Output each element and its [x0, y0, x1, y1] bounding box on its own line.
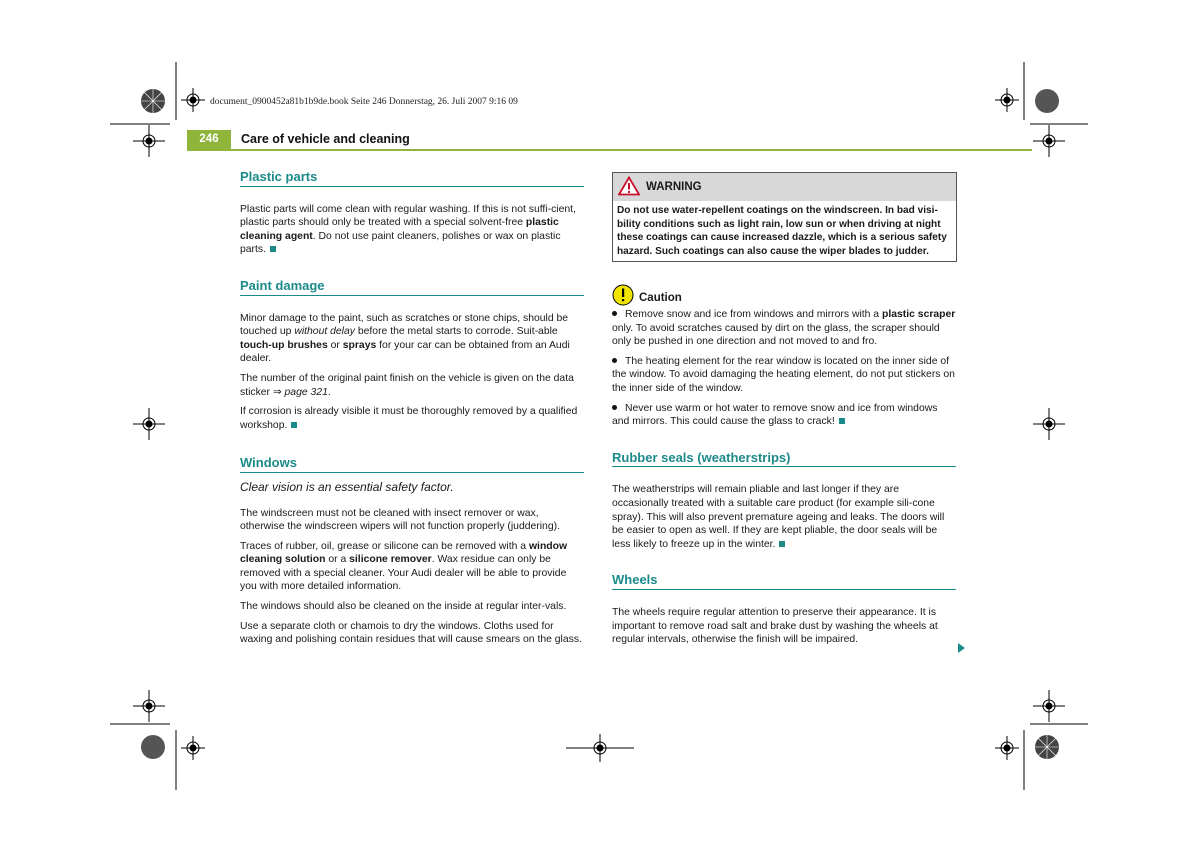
windows-paragraph-2: Traces of rubber, oil, grease or silicone can be removed with a window cleaning solution or a silicone remover. Wax residue can only be removed with a special cleaner. Your Audi dealer will be able to provide you with more detailed information. — [240, 540, 568, 593]
wheels-paragraph: The wheels require regular attention to preserve their appearance. It is important to remove road salt and brake dust by washing the wheels at regular intervals, otherwise the finish will be impaired. — [612, 606, 938, 646]
caution-title: Caution — [639, 292, 682, 304]
bullet — [612, 405, 617, 410]
paint-paragraph-3: If corrosion is already visible it must be thoroughly removed by a qualified workshop. — [240, 406, 578, 431]
windows-paragraph-4: Use a separate cloth or chamois to dry the windows. Cloths used for waxing and polishing contain residues that will cause smears on the glass. — [240, 620, 582, 646]
plastic-paragraph: Plastic parts will come clean with regular washing. If this is not suffi-cient, plastic parts should only be treated with a special solvent-free plastic cleaning agent. Do not use paint cleaners, polishes or wax on plastic parts. — [240, 203, 576, 256]
caution-bullet-3: Never use warm or hot water to remove snow and ice from windows and mirrors. This could cause the glass to crack! — [612, 402, 938, 428]
warning-box — [612, 172, 957, 262]
windows-paragraph-1: The windscreen must not be cleaned with insect remover or wax, otherwise the windscreen wipers will not function properly (juddering). — [240, 507, 560, 533]
bullet — [612, 358, 617, 363]
paint-paragraph-1: Minor damage to the paint, such as scratches or stone chips, should be touched up without delay before the metal starts to corrode. Suit-able touch-up brushes or sprays for your car can be obtained from an Audi dealer. — [240, 312, 570, 365]
page-reference-link[interactable]: page 321 — [284, 386, 328, 398]
page-number: 246 — [187, 130, 231, 149]
right-column — [612, 308, 956, 653]
end-mark — [270, 246, 276, 252]
end-mark — [779, 541, 785, 547]
heading-wheels: Wheels — [612, 573, 956, 590]
caution-icon — [612, 284, 634, 306]
header-rule — [187, 149, 1032, 151]
warning-title: WARNING — [646, 181, 702, 193]
warning-header — [613, 173, 956, 201]
windows-paragraph-3: The windows should also be cleaned on the inside at regular inter-vals. — [240, 601, 567, 613]
heading-windows: Windows — [240, 456, 584, 473]
heading-paint-damage: Paint damage — [240, 279, 584, 296]
print-header: document_0900452a81b1b9de.book Seite 246 Donnerstag, 26. Juli 2007 9:16 09 — [210, 97, 518, 107]
end-mark — [291, 422, 297, 428]
warning-text: Do not use water-repellent coatings on the windscreen. In bad visi-bility conditions such as light rain, low sun or when driving at night these coatings can cause increased dazzle, which is a serious safety hazard. Such coatings can also cause the wiper blades to judder. — [617, 205, 947, 257]
heading-plastic-parts: Plastic parts — [240, 170, 584, 187]
rubber-paragraph: The weatherstrips will remain pliable and last longer if they are occasionally treated with a suitable care product (for example sili-cone spray). This will also prevent premature ageing and leaks. The doors will be easier to open as well. If they are kept pliable, the door seals will be less likely to freeze up in the winter. — [612, 484, 945, 550]
caution-bullet-1: Remove snow and ice from windows and mirrors with a plastic scraper only. To avoid scratches caused by dirt on the glass, the scraper should only be pushed in one direction and not moved to and fro. — [612, 309, 956, 348]
warning-triangle-icon — [618, 176, 640, 196]
end-mark — [839, 418, 845, 424]
windows-subheading: Clear vision is an essential safety factor. — [240, 479, 454, 494]
caution-bullet-2: The heating element for the rear window is located on the inner side of the window. To avoid damaging the heating element, do not put stickers on the inner side of the window. — [612, 355, 955, 394]
paint-paragraph-2: The number of the original paint finish on the vehicle is given on the data sticker ⇒ page 321. — [240, 372, 574, 398]
continue-arrow-icon — [958, 643, 965, 653]
left-column — [240, 170, 584, 653]
bullet — [612, 311, 617, 316]
heading-rubber-seals: Rubber seals (weatherstrips) — [612, 451, 956, 468]
chapter-title: Care of vehicle and cleaning — [241, 132, 410, 146]
